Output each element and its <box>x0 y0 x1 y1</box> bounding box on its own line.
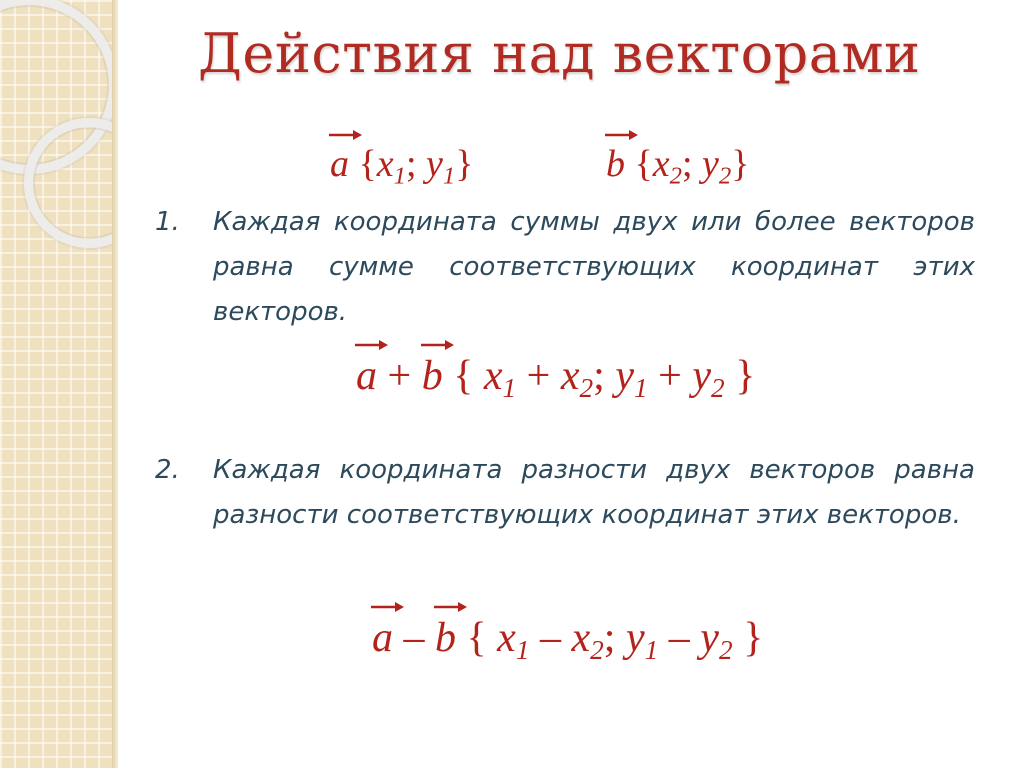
vector-difference-formula: a – b { $x_1 - x_2$; $y_1 - y_2$ } <box>372 614 763 666</box>
side-strip-edge <box>112 0 118 768</box>
rule-number: 2. <box>155 455 180 485</box>
vector-sum-formula: a + b { $x_1 + x_2$; $y_1 + y_2$ } <box>356 352 755 404</box>
vector-a: a <box>330 142 349 186</box>
right-arrow-icon <box>419 337 455 351</box>
right-arrow-icon <box>369 599 405 613</box>
decorative-side-strip <box>0 0 112 768</box>
vector-a: a <box>372 614 393 662</box>
vector-b-definition: b {$x_2$; $y_2$} <box>606 142 750 190</box>
slide-title: Действия над векторами <box>198 22 921 85</box>
right-arrow-icon <box>353 337 389 351</box>
vector-b: b <box>606 142 625 186</box>
vector-b: b <box>435 614 456 662</box>
vector-a: a <box>356 352 377 400</box>
rule-number: 1. <box>155 207 180 237</box>
vector-b: b <box>422 352 443 400</box>
right-arrow-icon <box>603 127 639 141</box>
rule-2 <box>155 448 975 538</box>
right-arrow-icon <box>432 599 468 613</box>
rule-text: Каждая координата суммы двух или более векторов равна сумме соответствующих координат этих векторов. <box>213 207 975 327</box>
rule-text: Каждая координата разности двух векторов равна разности соответствующих координат этих векторов. <box>213 455 975 530</box>
vector-a-definition: a {$x_1$; $y_1$} <box>330 142 474 190</box>
rule-1 <box>155 200 975 335</box>
right-arrow-icon <box>327 127 363 141</box>
